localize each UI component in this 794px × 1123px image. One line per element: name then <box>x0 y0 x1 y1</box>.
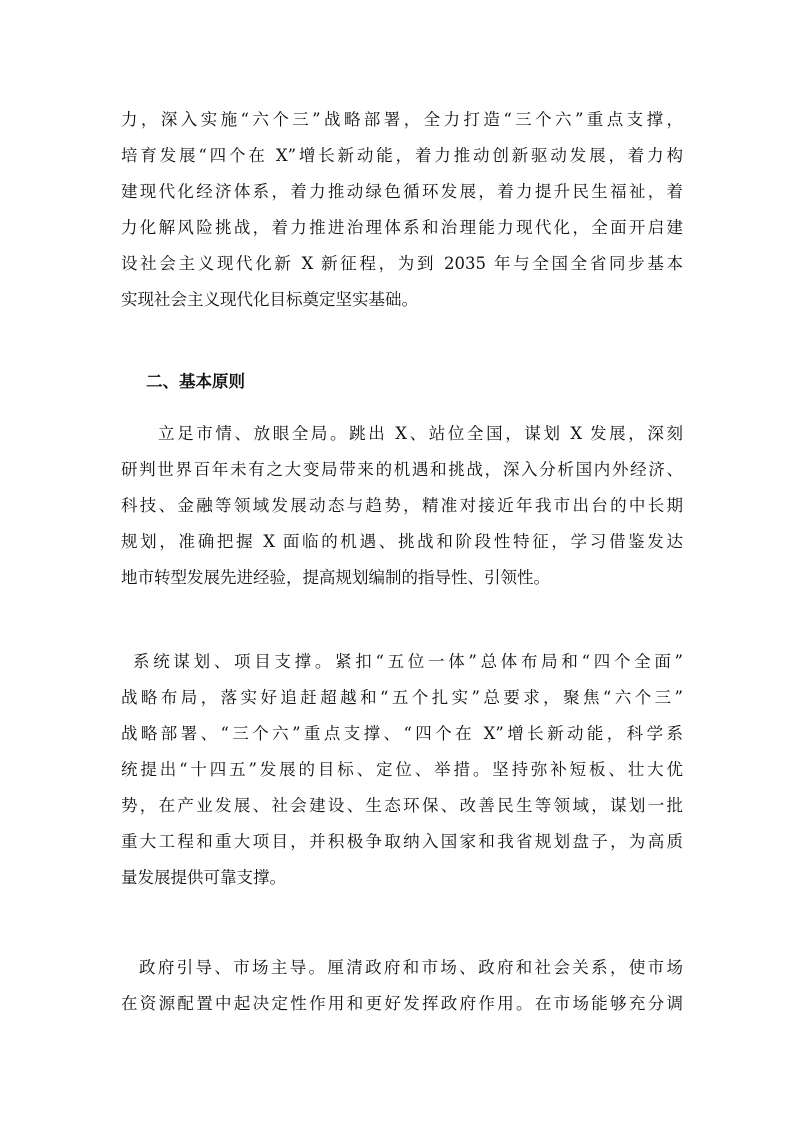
text-line: 建现代化经济体系，着力推动绿色循环发展，着力提升民生福祉，着 <box>121 182 683 201</box>
text-line: 培育发展“四个在 X”增长新动能，着力推动创新驱动发展，着力构 <box>121 146 683 165</box>
text-line: 科技、金融等领域发展动态与趋势，精准对接近年我市出台的中长期 <box>121 496 683 515</box>
text-line: 在资源配置中起决定性作用和更好发挥政府作用。在市场能够充分调 <box>121 994 683 1013</box>
text-line: 系统谋划、项目支撑。紧扣“五位一体”总体布局和“四个全面” <box>133 652 683 671</box>
text-line: 重大工程和重大项目，并积极争取纳入国家和我省规划盘子，为高质 <box>121 832 683 851</box>
text-line: 统提出“十四五”发展的目标、定位、举措。坚持弥补短板、壮大优 <box>121 760 683 779</box>
text-line: 势，在产业发展、社会建设、生态环保、改善民生等领域，谋划一批 <box>121 796 683 815</box>
section-heading: 二、基本原则 <box>146 372 245 391</box>
text-line: 量发展提供可靠支撑。 <box>121 868 286 887</box>
text-line: 力化解风险挑战，着力推进治理体系和治理能力现代化，全面开启建 <box>121 218 683 237</box>
text-line: 立足市情、放眼全局。跳出 X、站位全国，谋划 X 发展，深刻 <box>158 424 683 443</box>
text-line: 实现社会主义现代化目标奠定坚实基础。 <box>121 290 418 309</box>
text-line: 研判世界百年未有之大变局带来的机遇和挑战，深入分析国内外经济、 <box>121 460 683 479</box>
text-line: 战略部署、“三个六”重点支撑、“四个在 X”增长新动能，科学系 <box>121 724 683 743</box>
text-line: 规划，准确把握 X 面临的机遇、挑战和阶段性特征，学习借鉴发达 <box>121 532 683 551</box>
text-line: 战略布局，落实好追赶超越和“五个扎实”总要求，聚焦“六个三” <box>121 688 683 707</box>
text-line: 政府引导、市场主导。厘清政府和市场、政府和社会关系，使市场 <box>139 958 683 977</box>
text-line: 力，深入实施“六个三”战略部署，全力打造“三个六”重点支撑， <box>121 110 683 129</box>
text-line: 设社会主义现代化新 X 新征程，为到 2035 年与全国全省同步基本 <box>121 254 683 273</box>
text-line: 地市转型发展先进经验，提高规划编制的指导性、引领性。 <box>121 568 550 587</box>
